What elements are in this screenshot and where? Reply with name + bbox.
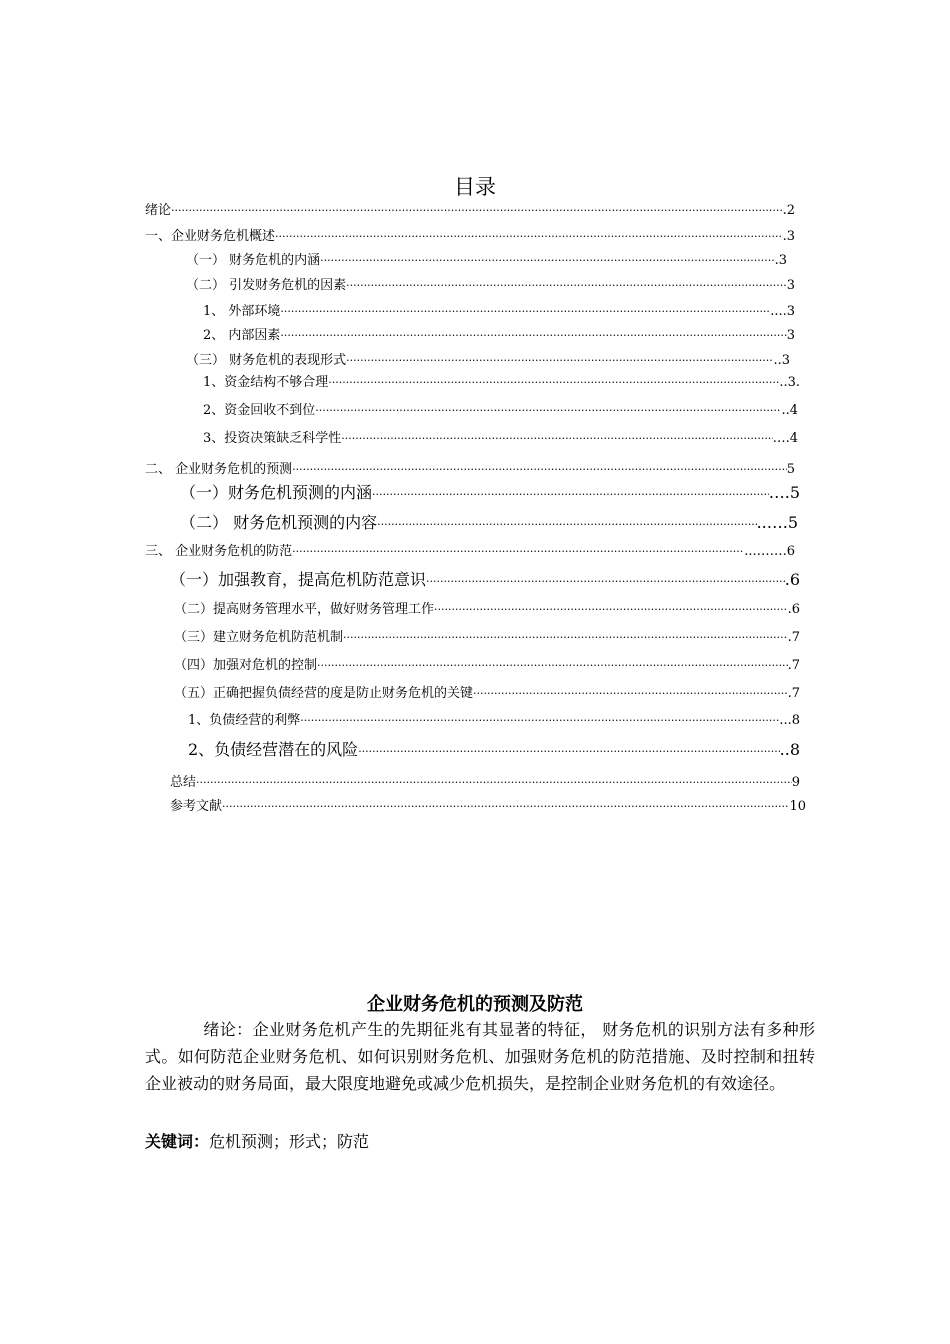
toc-entry-label: 1、资金结构不够合理 [203,375,329,390]
toc-entry [180,513,798,535]
toc-entry-label: （五）正确把握负债经营的度是防止财务危机的关键 [174,686,474,701]
toc-entry [145,202,795,220]
toc-entry-page: .6 [787,602,800,617]
toc-entry [174,657,800,675]
toc-entry [186,252,787,270]
toc-entry-page: .3 [774,253,787,268]
toc-title: 目录 [454,175,496,199]
toc-entry-page: ..8 [779,740,800,759]
toc-leader-dots [346,277,787,295]
toc-leader-dots [280,303,770,321]
toc-entry [203,402,798,420]
toc-entry [203,327,795,345]
toc-entry [170,798,806,816]
toc-entry [188,712,800,730]
toc-entry-page: 3 [786,278,795,293]
toc-entry-label: （四）加强对危机的控制 [174,658,318,673]
toc-entry-page: .2 [782,203,795,218]
toc-entry-label: 二、 企业财务危机的预测 [145,462,293,477]
toc-entry-label: 一、企业财务危机概述 [145,229,276,244]
toc-entry-label: 2、 内部因素 [203,328,281,343]
toc-leader-dots [280,327,786,345]
keywords-line [145,1130,369,1154]
toc-leader-dots [434,601,788,619]
toc-entry-page: ..4 [781,403,798,418]
toc-entry-page: ….5 [768,483,800,502]
toc-entry-page: ..….5 [756,513,798,532]
toc-entry [174,685,800,703]
toc-entry-label: 绪论 [145,203,172,218]
toc-entry-label: 1、 外部环境 [203,304,281,319]
toc-entry-page: ..3. [779,375,800,390]
toc-entry-page: ..3 [773,353,790,368]
toc-entry [188,740,800,762]
toc-entry-label: 三、 企业财务危机的防范 [145,544,293,559]
toc-entry-page: ....3 [770,304,795,319]
toc-entry-page: 5 [786,462,795,477]
toc-entry-page: 10 [789,799,806,814]
toc-entry-label: （二） 财务危机预测的内容 [180,513,378,532]
toc-leader-dots [358,742,779,762]
toc-leader-dots [171,202,783,220]
toc-entry-label: （三） 财务危机的表现形式 [186,353,347,368]
toc-leader-dots [300,712,779,730]
article-title: 企业财务危机的预测及防范 [367,994,583,1015]
toc-leader-dots [372,485,769,505]
toc-leader-dots [275,228,783,246]
toc-entry-page: .3 [782,229,795,244]
toc-leader-dots [328,374,779,392]
toc-leader-dots [292,461,787,479]
toc-entry [203,303,795,321]
toc-entry-label: （一） 财务危机的内涵 [186,253,321,268]
toc-entry-page: ...8 [779,713,800,728]
toc-entry [174,629,800,647]
keywords-text: 危机预测；形式；防范 [209,1132,370,1151]
toc-leader-dots [346,352,773,370]
toc-entry-label: 3、投资决策缺乏科学性 [203,431,342,446]
abstract-text: 绪论：企业财务危机产生的先期征兆有其显著的特征， 财务危机的识别方法有多种形式。如何防范企业财务危机、如何识别财务危机、加强财务危机的防范措施、及时控制和扭转企业被动的财务局面，最大限度地避免或减少危机损失，是控制企业财务危机的有效途径。 [145,1020,815,1093]
toc-entry-label: （二）提高财务管理水平，做好财务管理工作 [174,602,435,617]
toc-entry-label: （一）财务危机预测的内涵 [180,483,373,502]
toc-leader-dots [341,430,772,448]
toc-entry-page: 3 [786,328,795,343]
toc-entry [145,228,795,246]
toc-entry-label: （二） 引发财务危机的因素 [186,278,347,293]
toc-entry [170,774,800,792]
toc-entry-page: ...…….6 [744,544,795,559]
toc-entry-label: （一）加强教育，提高危机防范意识 [170,570,427,589]
keywords-label: 关键词： [145,1132,210,1151]
toc-leader-dots [320,252,774,270]
abstract-paragraph [145,1016,815,1097]
toc-entry-page: .7 [787,658,800,673]
toc-leader-dots [426,572,785,592]
toc-entry-page: .7 [787,686,800,701]
toc-entry-page: 9 [791,775,800,790]
toc-entry-label: （三）建立财务危机防范机制 [174,630,344,645]
toc-entry [145,543,795,561]
toc-entry [145,461,795,479]
toc-leader-dots [377,515,756,535]
toc-leader-dots [343,629,788,647]
toc-entry-page: ….4 [772,431,798,446]
toc-leader-dots [292,543,744,561]
toc-leader-dots [317,657,788,675]
toc-entry [203,374,800,392]
toc-entry [180,483,800,505]
toc-leader-dots [196,774,792,792]
toc-entry-label: 总结 [170,775,197,790]
toc-entry-page: .6 [784,570,800,589]
toc-entry-label: 1、负债经营的利弊 [188,713,301,728]
toc-entry [174,601,800,619]
toc-entry-label: 参考文献 [170,799,223,814]
toc-entry [186,277,795,295]
toc-entry [170,570,800,592]
toc-entry-page: .7 [787,630,800,645]
toc-entry [203,430,798,448]
toc-leader-dots [315,402,781,420]
toc-leader-dots [473,685,788,703]
toc-entry-label: 2、资金回收不到位 [203,403,316,418]
toc-entry [186,352,790,370]
toc-entry-label: 2、负债经营潜在的风险 [188,740,359,759]
toc-leader-dots [222,798,789,816]
